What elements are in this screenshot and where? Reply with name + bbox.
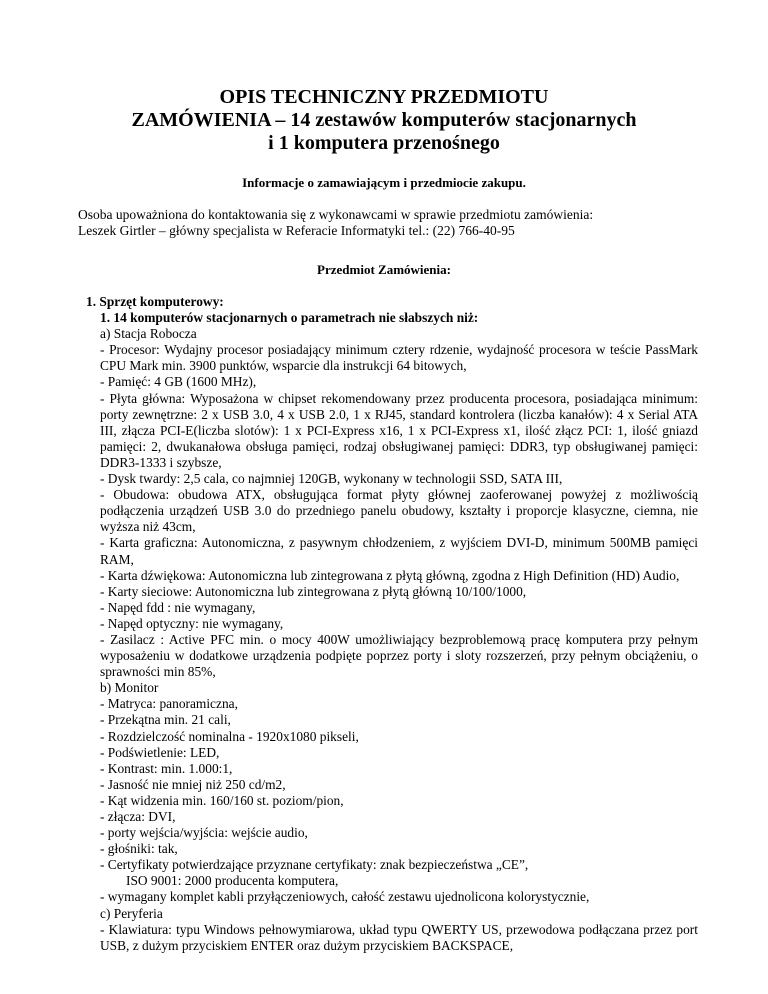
title-line-2: ZAMÓWIENIA – 14 zestawów komputerów stacjonarnych bbox=[131, 109, 637, 131]
section-1-heading: 1. Sprzęt komputerowy: bbox=[86, 294, 224, 309]
contact-line-2: Leszek Girtler – główny specjalista w Referacie Informatyki tel.: (22) 766-40-95 bbox=[78, 223, 515, 238]
spec-optical: - Napęd optyczny: nie wymagany, bbox=[100, 615, 284, 631]
spec-memory: - Pamięć: 4 GB (1600 MHz), bbox=[100, 374, 257, 390]
info-heading: Informacje o zamawiającym i przedmiocie zakupu. bbox=[242, 175, 526, 190]
monitor-item: - Certyfikaty potwierdzające przyznane certyfikaty: znak bezpieczeństwa „CE”, bbox=[100, 857, 529, 873]
peripherals-heading: c) Peryferia bbox=[100, 905, 163, 921]
spec-power-supply: - Zasilacz : Active PFC min. o mocy 400W umożliwiający bezproblemową pracę komputera przy pełnym wyposażeniu w dodatkowe urządzenia podpięte poprzez porty i sloty rozszerzeń, przy pełnym obciążeniu, o sprawności min 85%, bbox=[100, 631, 698, 680]
monitor-item: - Jasność nie mniej niż 250 cd/m2, bbox=[100, 776, 286, 792]
section-1-1-heading: 1. 14 komputerów stacjonarnych o parametrach nie słabszych niż: bbox=[100, 310, 479, 326]
spec-network: - Karty sieciowe: Autonomiczna lub zintegrowana z płytą główną 10/100/1000, bbox=[100, 583, 527, 599]
monitor-item: - Przekątna min. 21 cali, bbox=[100, 712, 231, 728]
monitor-item: - Kąt widzenia min. 160/160 st. poziom/pion, bbox=[100, 792, 344, 808]
spec-list bbox=[86, 326, 698, 954]
spec-sound: - Karta dźwiękowa: Autonomiczna lub zintegrowana z płytą główną, zgodna z High Definition (HD) Audio, bbox=[100, 567, 680, 583]
contact-block bbox=[78, 207, 593, 239]
monitor-cables: - wymagany komplet kabli przyłączeniowych, całość zestawu ujednolicona kolorystycznie, bbox=[100, 889, 590, 905]
monitor-item: - złącza: DVI, bbox=[100, 809, 176, 824]
spec-disk: - Dysk twardy: 2,5 cala, co najmniej 120GB, wykonany w technologii SSD, SATA III, bbox=[100, 471, 563, 487]
title-line-1: OPIS TECHNICZNY PRZEDMIOTU bbox=[219, 86, 549, 108]
subject-heading: Przedmiot Zamówienia: bbox=[317, 262, 451, 277]
monitor-item: - Rozdzielczość nominalna - 1920x1080 pikseli, bbox=[100, 728, 359, 744]
monitor-item: - Matryca: panoramiczna, bbox=[100, 696, 238, 712]
title-line-3: i 1 komputera przenośnego bbox=[268, 132, 500, 154]
monitor-item: - głośniki: tak, bbox=[100, 841, 178, 857]
monitor-item: - porty wejścia/wyjścia: wejście audio, bbox=[100, 825, 308, 841]
monitor-item: - Kontrast: min. 1.000:1, bbox=[100, 760, 233, 776]
document-title bbox=[0, 86, 768, 155]
spec-motherboard: - Płyta główna: Wyposażona w chipset rekomendowany przez producenta procesora, posiadająca minimum: porty zewnętrzne: 2 x USB 3.0, 4 x USB 2.0, 1 x RJ45, standard kontrolera (liczba kanałów): 4 x Serial ATA III, złącza PCI-E(liczba slotów): 1 x PCI-Express x16, 1 x PCI-Express x1, ilość złącz PCI: 1, ilość gniazd pamięci: 2, dwukanałowa obsługa pamięci, rodzaj obsługiwanej pamięci: DDR3, typ obsługiwanej pamięci: DDR3-1333 i szybsze, bbox=[100, 390, 698, 470]
contact-line-1: Osoba upoważniona do kontaktowania się z wykonawcami w sprawie przedmiotu zamówienia: bbox=[78, 207, 594, 222]
spec-case: - Obudowa: obudowa ATX, obsługująca format płyty głównej zaoferowanej powyżej z możliwością podłączenia urządzeń USB 3.0 do przedniego panelu obudowy, kształty i proporcje klasyczne, ciemna, nie wyższa niż 43cm, bbox=[100, 487, 698, 535]
monitor-heading: b) Monitor bbox=[100, 680, 159, 696]
spec-processor: - Procesor: Wydajny procesor posiadający minimum cztery rdzenie, wydajność procesora w teście PassMark CPU Mark min. 3900 punktów, wsparcie dla instrukcji 64 bitowych, bbox=[100, 342, 698, 374]
monitor-iso: ISO 9001: 2000 producenta komputera, bbox=[126, 873, 339, 889]
monitor-item: - Podświetlenie: LED, bbox=[100, 744, 220, 760]
spec-fdd: - Napęd fdd : nie wymagany, bbox=[100, 599, 256, 615]
spec-keyboard: - Klawiatura: typu Windows pełnowymiarowa, układ typu QWERTY US, przewodowa podłączana przez port USB, z dużym przyciskiem ENTER oraz dużym przyciskiem BACKSPACE, bbox=[100, 921, 698, 953]
workstation-heading: a) Stacja Robocza bbox=[100, 326, 197, 342]
spec-graphics: - Karta graficzna: Autonomiczna, z pasywnym chłodzeniem, z wyjściem DVI-D, minimum 500MB pamięci RAM, bbox=[100, 535, 698, 567]
specification-body bbox=[86, 294, 698, 954]
